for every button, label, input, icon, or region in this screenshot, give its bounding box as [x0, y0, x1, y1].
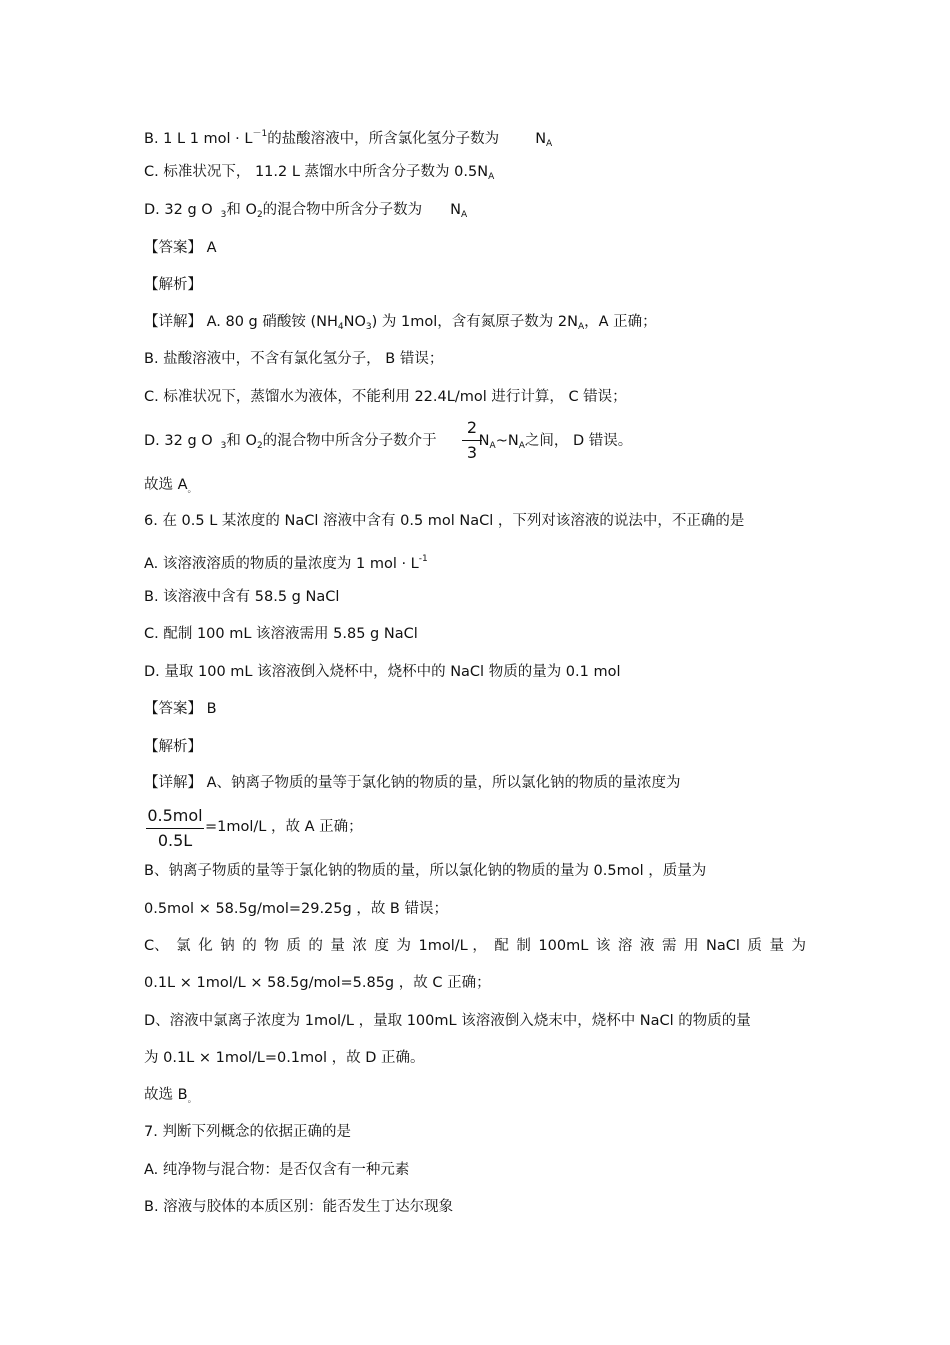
q6-analysis-heading: 【解析】 — [144, 739, 202, 755]
q6-stem: 6. 在 0.5 L 某浓度的 NaCl 溶液中含有 0.5 mol NaCl ，下列对该溶液的说法中，不正确的是 — [144, 513, 745, 529]
justified-token: 为 — [396, 938, 411, 954]
justified-token: 制 — [516, 938, 531, 954]
q5-detail-b: B. 盐酸溶液中，不含有氯化氢分子， B 错误； — [144, 351, 444, 367]
q5-answer: 【答案】 A — [144, 240, 217, 256]
justified-token: 化 — [198, 938, 213, 954]
q6-detail-b-line2: 0.5mol × 58.5g/mol=29.25g ，故 B 错误； — [144, 901, 448, 917]
justified-token: 质 — [747, 938, 762, 954]
justified-token: 的 — [242, 938, 257, 954]
q5-analysis-heading: 【解析】 — [144, 277, 202, 293]
justified-token: 配 — [494, 938, 509, 954]
q6-option-b: B. 该溶液中含有 58.5 g NaCl — [144, 589, 340, 605]
q7-option-b: B. 溶液与胶体的本质区别：能否发生丁达尔现象 — [144, 1199, 454, 1215]
justified-token: 该 — [595, 938, 611, 954]
q7-stem: 7. 判断下列概念的依据正确的是 — [144, 1124, 351, 1140]
q5-detail-c: C. 标准状况下，蒸馏水为液体，不能利用 22.4L/mol 进行计算， C 错误； — [144, 389, 627, 405]
q5-option-b: B. 1 L 1 mol · $L^{-1}$的盐酸溶液中，所含氯化氢分子数为 $N_A$ — [144, 129, 553, 149]
q5-detail-d: D. 32 g O $_3$和 $O_2$的混合物中所含分子数介于 $N_A\sim N_A$之间， D 错误。 — [144, 433, 633, 451]
justified-token: 1mol/L ， — [418, 938, 487, 954]
q6-concentration-fraction — [146, 806, 204, 851]
q5-option-c: C. 标准状况下， 11.2 L 蒸馏水中所含分子数为 $0.5N_A$ — [144, 164, 495, 182]
fraction-numerator: 2 — [466, 418, 478, 437]
q6-detail-d-line1: D、溶液中氯离子浓度为 1mol/L ，量取 100mL 该溶液倒入烧末中，烧杯中 NaCl 的物质的量 — [144, 1013, 751, 1029]
justified-token: C、 — [144, 938, 169, 954]
justified-token: 度 — [374, 938, 389, 954]
q6-choose: 故选 $B_。$ — [144, 1087, 197, 1105]
fraction-bar — [462, 440, 482, 441]
q6-answer: 【答案】 B — [144, 701, 217, 717]
justified-token: 质 — [286, 938, 301, 954]
justified-token: 液 — [639, 938, 655, 954]
justified-token: 为 — [791, 938, 806, 954]
q5-detail-a: 【详解】 A. 80 g 硝酸铵 $(NH_4NO_3)$ 为 1mol，含有氮原子数为 $2N_A$，A 正确； — [144, 314, 657, 332]
justified-token: 物 — [264, 938, 279, 954]
justified-token: 溶 — [617, 938, 633, 954]
fraction-denominator: 3 — [466, 443, 478, 462]
fraction-numerator: 0.5mol — [147, 806, 203, 825]
q6-option-d: D. 量取 100 mL 该溶液倒入烧杯中，烧杯中的 NaCl 物质的量为 0.1 mol — [144, 664, 621, 680]
justified-token: 需 — [661, 938, 677, 954]
q6-detail-c-line2: 0.1L × 1mol/L × 58.5g/mol=5.85g ，故 C 正确； — [144, 975, 491, 991]
q6-detail-d-line2: 为 0.1L × 1mol/L=0.1mol ，故 D 正确。 — [144, 1050, 425, 1066]
fraction-bar — [146, 828, 204, 829]
q7-option-a: A. 纯净物与混合物：是否仅含有一种元素 — [144, 1162, 410, 1178]
fraction-denominator: 0.5L — [157, 831, 193, 850]
justified-token: NaCl — [706, 938, 740, 954]
q6-option-a: A. 该溶液溶质的物质的量浓度为 1 mol · $L^{-1}$ — [144, 554, 428, 572]
justified-token: 钠 — [220, 938, 235, 954]
justified-token: 100mL — [538, 938, 589, 954]
q6-detail-b-line1: B、钠离子物质的量等于氯化钠的物质的量，所以氯化钠的物质的量为 0.5mol ，质量为 — [144, 863, 707, 879]
justified-token: 量 — [330, 938, 345, 954]
q5-choose: 故选 $A_。$ — [144, 477, 197, 495]
q5-option-d: D. 32 g O $_3$和 $O_2$的混合物中所含分子数为 $N_A$ — [144, 202, 468, 220]
justified-token: 量 — [769, 938, 784, 954]
justified-token: 氯 — [176, 938, 191, 954]
q6-detail-a: 【详解】 A、钠离子物质的量等于氯化钠的物质的量，所以氯化钠的物质的量浓度为 — [144, 775, 681, 791]
q6-option-c: C. 配制 100 mL 该溶液需用 5.85 g NaCl — [144, 626, 418, 642]
q6-detail-c-line1 — [144, 936, 806, 956]
q6-detail-a-result: =1mol/L ，故 A 正确； — [205, 819, 363, 835]
justified-token: 浓 — [352, 938, 367, 954]
justified-token: 用 — [683, 938, 699, 954]
justified-token: 的 — [308, 938, 323, 954]
q5-fraction-two-thirds — [462, 418, 482, 463]
